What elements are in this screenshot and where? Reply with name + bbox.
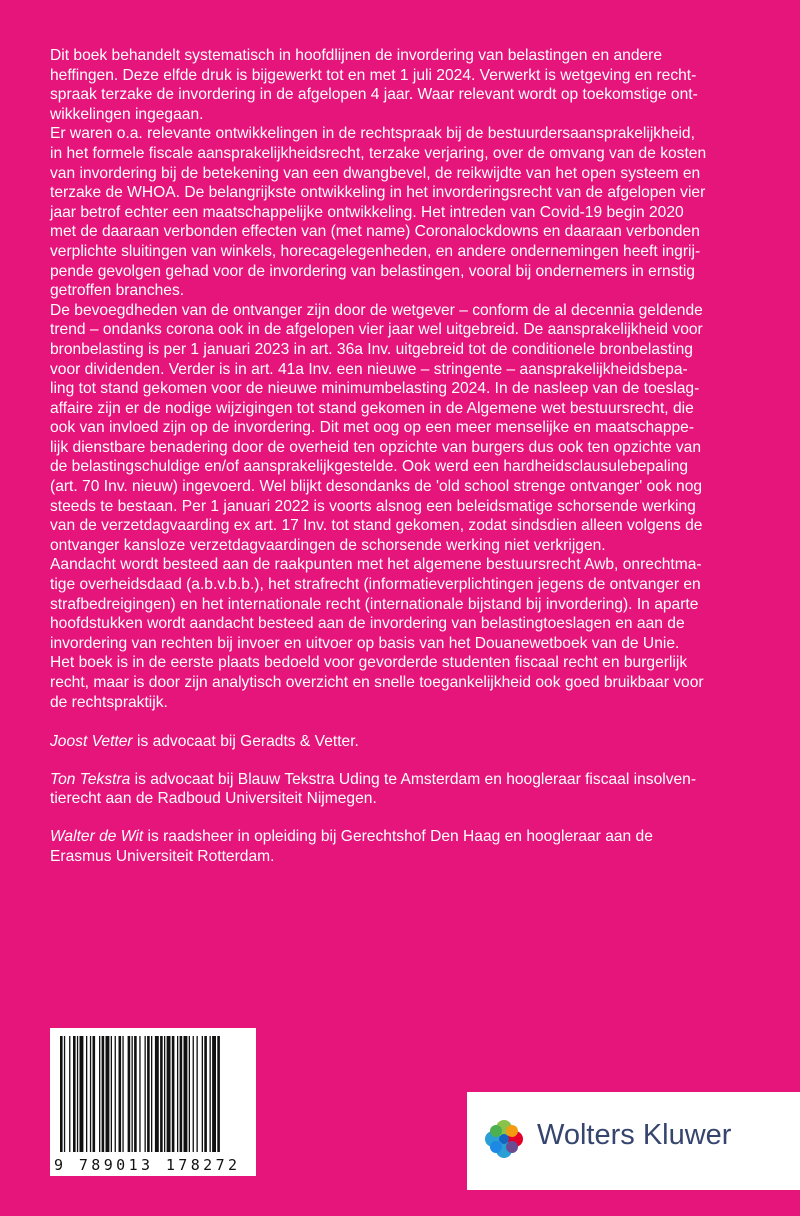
publisher-name: Wolters Kluwer <box>537 1119 732 1151</box>
barcode-bar <box>177 1036 178 1152</box>
barcode-bar <box>60 1036 63 1152</box>
barcode-bar <box>210 1036 211 1152</box>
barcode-bar <box>145 1036 146 1152</box>
barcode-bar <box>64 1036 65 1152</box>
author-name: Walter de Wit <box>50 827 144 845</box>
author-bio: is advocaat bij Blauw Tekstra Uding te Amsterdam en hoogleraar fiscaal insolven- tierecht aan de Radboud Universiteit Nijmegen. <box>50 770 697 808</box>
barcode-bar <box>102 1036 105 1152</box>
barcode-bar <box>77 1036 78 1152</box>
barcode-bar <box>134 1036 137 1152</box>
barcode-bar <box>122 1036 123 1152</box>
barcode-bar <box>80 1036 84 1152</box>
author-bio-vetter <box>50 732 762 752</box>
barcode-bar <box>204 1036 207 1152</box>
barcode-bar <box>160 1036 163 1152</box>
isbn-number: 9 789013 178272 <box>54 1156 241 1174</box>
barcode-bar <box>184 1036 188 1152</box>
barcode-bar <box>139 1036 140 1152</box>
barcode-bar <box>202 1036 203 1152</box>
barcode-bar <box>128 1036 131 1152</box>
blurb-paragraph-4: Aandacht wordt besteed aan de raakpunten met het algemene bestuursrecht Awb, onrechtma- tige overheidsdaad (a.b.v.b.b.), het strafrecht (informatieverplichtingen jegens de ontvanger en strafbedreigingen) en het internationale recht (internationale bijstand bij invordering). In aparte hoofdstukken wordt aandacht besteed aan de invordering van belastingtoeslagen en aan de invordering van rechten bij invoer en uitvoer op basis van het Douanewetboek van de Unie. <box>50 556 702 652</box>
barcode-bar <box>115 1036 116 1152</box>
wolters-kluwer-mark-icon <box>481 1110 527 1168</box>
barcode-bar <box>193 1036 194 1152</box>
author-bio: is raadsheer in opleiding bij Gerechtshof Den Haag en hoogleraar aan de Erasmus Universiteit Rotterdam. <box>50 827 653 865</box>
author-name: Ton Tekstra <box>50 770 131 788</box>
barcode-bar <box>197 1036 198 1152</box>
blurb-paragraph-1: Dit boek behandelt systematisch in hoofdlijnen de invordering van belastingen en andere heffingen. Deze elfde druk is bijgewerkt tot en met 1 juli 2024. Verwerkt is wetgeving en recht- spraak terzake de invordering in de afgelopen 4 jaar. Waar relevant wordt op toekomstige ont- wikkelingen ingegaan. <box>50 47 698 123</box>
barcode-bar <box>132 1036 133 1152</box>
barcode-bar <box>90 1036 91 1152</box>
barcode-bar <box>106 1036 110 1152</box>
barcode-bar <box>164 1036 165 1152</box>
barcode-bar <box>86 1036 87 1152</box>
barcode-bar <box>151 1036 152 1152</box>
barcode-bar <box>167 1036 171 1152</box>
barcode-bar <box>119 1036 122 1152</box>
barcode-bar <box>189 1036 190 1152</box>
blurb-paragraph-2: Er waren o.a. relevante ontwikkelingen in de rechtspraak bij de bestuurdersaansprakelijkheid, in het formele fiscale aansprakelijkheidsrecht, terzake verjaring, over de omvang van de kosten van invordering bij de betekening van een dwangbevel, de reikwijdte van het open systeem en terzake de WHOA. De belangrijkste ontwikkeling in het invorderingsrecht van de afgelopen vier jaar betrof echter een maatschappelijke ontwikkeling. Het intreden van Covid-19 begin 2020 met de daaraan verbonden effecten van (met name) Coronalockdowns en daaraan verbonden verplichte sluitingen van winkels, horecagelegenheden, en andere ondernemingen heeft ingrij- pende gevolgen gehad voor de invordering van belastingen, vooral bij ondernemers in ernstig getroffen branches. <box>50 125 707 300</box>
barcode-bar <box>111 1036 112 1152</box>
author-bio-tekstra <box>50 770 762 809</box>
author-bio: is advocaat bij Geradts & Vetter. <box>132 733 359 751</box>
barcode-bar <box>212 1036 216 1152</box>
barcode-bar <box>73 1036 76 1152</box>
barcode-bar <box>172 1036 175 1152</box>
isbn-barcode <box>50 1028 256 1176</box>
back-cover-blurb <box>50 46 762 866</box>
barcode-bar <box>180 1036 183 1152</box>
blurb-paragraph-3: De bevoegdheden van de ontvanger zijn door de wetgever – conform de al decennia geldende trend – ondanks corona ook in de afgelopen vier jaar wel uitgebreid. De aansprakelijkheid voor bronbelasting is per 1 januari 2023 in art. 36a Inv. uitgebreid tot de conditionele bronbelasting voor dividenden. Verder is in art. 41a Inv. een nieuwe – stringente – aansprakelijkheidsbepa- ling tot stand gekomen voor de nieuwe minimumbelasting 2024. In de nasleep van de toeslag- affaire zijn er de nodige wijzigingen tot stand gekomen in de Algemene wet bestuursrecht, die ook van invloed zijn op de invordering. Dit met oog op een meer menselijke en maatschappe- lijk dienstbare benadering door de overheid ten opzichte van burgers dus ook ten opzichte van de belastingschuldige en/of aansprakelijkgestelde. Ook werd een hardheidsclausulebepaling (art. 70 Inv. nieuw) ingevoerd. Wel blijkt desondanks de 'old school strenge ontvanger' ook nog steeds te bestaan. Per 1 januari 2022 is voorts alsnog een beleidsmatige schorsende werking van de verzetdagvaarding ex art. 17 Inv. tot stand gekomen, zodat sindsdien alleen volgens de ontvanger kansloze verzetdagvaardingen de schorsende werking niet verkrijgen. <box>50 301 703 554</box>
barcode-bar <box>99 1036 100 1152</box>
barcode-bar <box>147 1036 150 1152</box>
barcode-bar <box>93 1036 96 1152</box>
author-name: Joost Vetter <box>50 733 133 751</box>
author-bio-de-wit <box>50 827 762 866</box>
barcode-bar <box>155 1036 159 1152</box>
publisher-logo <box>467 1092 800 1190</box>
barcode-bar <box>217 1036 220 1152</box>
barcode-bars <box>50 1028 256 1156</box>
barcode-bar <box>69 1036 70 1152</box>
blurb-paragraph-5: Het boek is in de eerste plaats bedoeld voor gevorderde studenten fiscaal recht en burgerlijk recht, maar is door zijn analytisch overzicht en snelle toegankelijkheid ook goed bruikbaar voor de rechtspraktijk. <box>50 654 704 711</box>
